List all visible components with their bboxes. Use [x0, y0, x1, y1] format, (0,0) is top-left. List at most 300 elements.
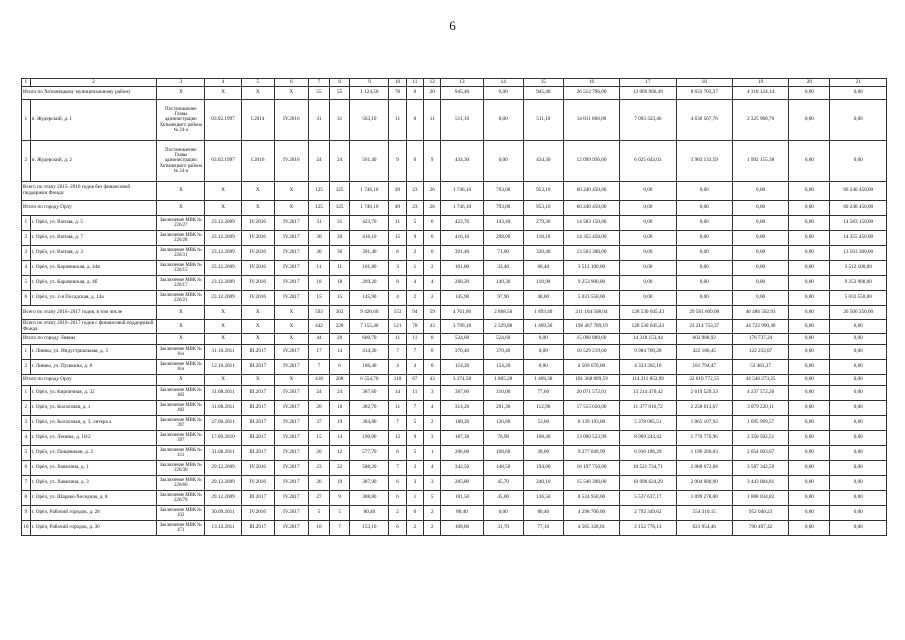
- summary-row: [22, 87, 887, 100]
- document-cell: Заключение МВК № 226/28: [157, 231, 205, 246]
- summary-label: Итого по городу Орлу: [22, 375, 157, 386]
- table-row: [22, 261, 887, 276]
- table-cell: X: [274, 182, 309, 201]
- table-cell: 125: [309, 201, 330, 216]
- table-cell: 14 355 450,00: [830, 231, 887, 246]
- table-cell: 201,30: [483, 401, 523, 416]
- table-cell: 0,00: [789, 386, 830, 401]
- table-cell: 0,00: [830, 100, 887, 141]
- table-cell: 0,00: [830, 360, 887, 375]
- table-cell: 9: [389, 141, 406, 182]
- document-cell: Заключение МВК № 226/78: [157, 491, 205, 506]
- table-cell: 1: [406, 261, 423, 276]
- table-cell: 391,40: [441, 246, 483, 261]
- table-cell: 0,00: [732, 216, 788, 231]
- table-cell: 13.12.2011: [205, 521, 242, 536]
- row-number: 2: [22, 141, 31, 182]
- table-cell: 30.09.2011: [205, 506, 242, 521]
- table-cell: 23.12.2009: [205, 231, 242, 246]
- table-cell: 4: [389, 291, 406, 306]
- table-cell: 26 512 796,00: [563, 87, 619, 100]
- table-cell: 20: [309, 401, 330, 416]
- table-cell: 70: [389, 87, 406, 100]
- table-cell: 563,10: [350, 100, 389, 141]
- table-cell: 0,00: [789, 521, 830, 536]
- table-cell: 0,00: [676, 182, 732, 201]
- table-cell: 60 240 450,00: [830, 182, 887, 201]
- table-cell: 128 530 045,43: [620, 320, 676, 334]
- table-cell: IV.2017: [274, 401, 309, 416]
- column-number-cell: 15: [523, 79, 563, 87]
- table-cell: 3 443 084,81: [732, 476, 788, 491]
- table-cell: IV.2016: [242, 291, 275, 306]
- table-cell: IV.2017: [274, 431, 309, 446]
- table-cell: IV.2016: [274, 100, 309, 141]
- table-cell: 5: [406, 416, 423, 431]
- table-cell: 168,60: [483, 446, 523, 461]
- table-cell: 2 004 680,90: [676, 476, 732, 491]
- table-cell: X: [205, 201, 242, 216]
- table-cell: III.2017: [242, 401, 275, 416]
- table-cell: 2 868,50: [483, 306, 523, 320]
- document-cell: Заключение МВК № 226/17: [157, 276, 205, 291]
- table-cell: 442: [309, 320, 330, 334]
- summary-label: Всего по этапу 2016–2017 годов с финансовой поддержкой Фонда: [22, 320, 157, 334]
- table-cell: 211 104 508,04: [563, 306, 619, 320]
- table-cell: 268,20: [441, 276, 483, 291]
- table-cell: 13 503 300,00: [830, 246, 887, 261]
- table-cell: 302: [329, 306, 350, 320]
- table-cell: 1 888 034,82: [732, 491, 788, 506]
- table-cell: 0,00: [676, 216, 732, 231]
- column-number-cell: 5: [242, 79, 275, 87]
- table-cell: 0,00: [789, 231, 830, 246]
- table-cell: 370,40: [441, 345, 483, 360]
- column-number-row: [22, 79, 887, 87]
- table-cell: 2 350 502,51: [732, 431, 788, 446]
- table-cell: 7: [389, 345, 406, 360]
- table-cell: 0,00: [789, 216, 830, 231]
- table-cell: X: [274, 201, 309, 216]
- table-cell: 0,00: [732, 261, 788, 276]
- table-cell: 145,90: [441, 291, 483, 306]
- table-cell: 7: [329, 521, 350, 536]
- table-cell: 1 099 278,00: [676, 491, 732, 506]
- table-cell: 524,60: [441, 334, 483, 345]
- table-cell: 0,00: [483, 100, 523, 141]
- address-cell: г. Орёл, ул. Ватная, д. 3: [30, 246, 157, 261]
- table-cell: 9 253 900,00: [563, 276, 619, 291]
- table-cell: 6 936 186,29: [620, 446, 676, 461]
- table-cell: 44 546 273,25: [732, 375, 788, 386]
- table-cell: 23: [309, 461, 330, 476]
- column-number-cell: 14: [483, 79, 523, 87]
- table-cell: 0,00: [830, 521, 887, 536]
- table-cell: 3 512 100,00: [830, 261, 887, 276]
- table-cell: 125: [329, 201, 350, 216]
- column-number-cell: 17: [620, 79, 676, 87]
- table-cell: 0,00: [523, 345, 563, 360]
- table-cell: 416,10: [350, 231, 389, 246]
- table-cell: III.2017: [242, 491, 275, 506]
- table-cell: 31.08.2011: [205, 401, 242, 416]
- table-cell: 20: [424, 87, 441, 100]
- table-cell: IV.2017: [274, 461, 309, 476]
- table-cell: 0,00: [620, 231, 676, 246]
- table-cell: 44 722 990,49: [732, 320, 788, 334]
- address-cell: г. Ливны, ул. Пушкина, д. 8: [30, 360, 157, 375]
- table-cell: X: [242, 375, 275, 386]
- table-cell: 0,00: [620, 182, 676, 201]
- table-cell: 17 515 650,00: [563, 401, 619, 416]
- table-cell: 29.12.2009: [205, 491, 242, 506]
- table-cell: 5: [424, 491, 441, 506]
- table-cell: 23: [406, 201, 423, 216]
- table-cell: 0,00: [789, 100, 830, 141]
- table-cell: 4 237 572,26: [732, 386, 788, 401]
- table-cell: 77,60: [523, 386, 563, 401]
- table-cell: 80,40: [523, 506, 563, 521]
- table-cell: 23.12.2009: [205, 261, 242, 276]
- table-cell: 382,70: [350, 401, 389, 416]
- table-cell: 3: [424, 386, 441, 401]
- table-cell: 4 761,90: [441, 306, 483, 320]
- table-cell: 148,50: [483, 461, 523, 476]
- table-cell: 19: [329, 476, 350, 491]
- table-row: [22, 276, 887, 291]
- document-cell: X: [157, 182, 205, 201]
- table-row: [22, 360, 887, 375]
- summary-row: [22, 375, 887, 386]
- table-cell: 945,40: [523, 87, 563, 100]
- table-cell: 0,00: [483, 141, 523, 182]
- table-cell: 0,00: [789, 306, 830, 320]
- table-cell: 60 240 450,00: [830, 201, 887, 216]
- table-cell: 9 426,60: [350, 306, 389, 320]
- table-cell: 0,00: [830, 461, 887, 476]
- table-cell: IV.2017: [274, 521, 309, 536]
- summary-row: [22, 320, 887, 334]
- table-cell: 9: [424, 141, 441, 182]
- table-cell: 434,30: [523, 141, 563, 182]
- table-cell: IV.2016: [242, 476, 275, 491]
- table-cell: 3: [406, 461, 423, 476]
- table-cell: 80,40: [350, 506, 389, 521]
- table-cell: IV.2017: [274, 506, 309, 521]
- table-cell: 279,30: [523, 216, 563, 231]
- document-cell: Заключение МВК № 471: [157, 521, 205, 536]
- table-cell: 6: [424, 216, 441, 231]
- table-cell: 12: [329, 446, 350, 461]
- table-cell: 793,00: [483, 201, 523, 216]
- address-cell: г. Орёл, ул. 2-я Посадская, д. 14а: [30, 291, 157, 306]
- row-number: 1: [22, 216, 31, 231]
- table-cell: 15: [309, 291, 330, 306]
- address-cell: п. Жудерский, д. 2: [30, 141, 157, 182]
- table-cell: 8: [389, 246, 406, 261]
- table-cell: 7: [389, 461, 406, 476]
- table-cell: 149,30: [483, 276, 523, 291]
- table-cell: 9 253 900,00: [830, 276, 887, 291]
- table-cell: 46 486 502,93: [732, 306, 788, 320]
- table-cell: 194,00: [523, 461, 563, 476]
- table-cell: 78,98: [483, 431, 523, 446]
- table-cell: 0,00: [620, 291, 676, 306]
- table-cell: 14 583 150,00: [563, 216, 619, 231]
- table-cell: 31: [329, 100, 350, 141]
- row-number: 4: [22, 431, 31, 446]
- address-cell: г. Орёл, ул. Ватная, д. 5: [30, 216, 157, 231]
- table-cell: III.2017: [242, 345, 275, 360]
- table-cell: 387,60: [350, 386, 389, 401]
- table-cell: 17: [309, 345, 330, 360]
- table-cell: 418: [309, 375, 330, 386]
- table-cell: 48,00: [523, 291, 563, 306]
- table-cell: 180,20: [441, 416, 483, 431]
- table-cell: X: [205, 182, 242, 201]
- table-cell: 0,00: [789, 182, 830, 201]
- table-cell: 0,00: [789, 431, 830, 446]
- table-cell: IV.2016: [274, 141, 309, 182]
- table-cell: IV.2016: [242, 216, 275, 231]
- row-number: 4: [22, 261, 31, 276]
- table-cell: 6 554,70: [350, 375, 389, 386]
- table-cell: 0,00: [732, 231, 788, 246]
- table-cell: 176 737,24: [732, 334, 788, 345]
- table-cell: IV.2017: [274, 216, 309, 231]
- column-number-cell: 18: [676, 79, 732, 87]
- table-cell: 0,00: [620, 276, 676, 291]
- table-cell: 4 565 328,01: [563, 521, 619, 536]
- table-cell: 0,00: [676, 246, 732, 261]
- document-cell: Заключение МВК № 402: [157, 401, 205, 416]
- table-cell: 80,40: [441, 506, 483, 521]
- table-cell: 45,70: [483, 476, 523, 491]
- table-cell: IV.2016: [242, 246, 275, 261]
- table-cell: 11: [389, 334, 406, 345]
- table-cell: 0,00: [789, 360, 830, 375]
- table-cell: 414,30: [350, 345, 389, 360]
- column-number-cell: 4: [205, 79, 242, 87]
- table-cell: 9: [329, 491, 350, 506]
- table-cell: 5: [329, 506, 350, 521]
- table-cell: 181 368 899,59: [563, 375, 619, 386]
- table-cell: 118,10: [523, 231, 563, 246]
- table-cell: 17.09.2010: [205, 431, 242, 446]
- table-cell: 320,40: [523, 246, 563, 261]
- table-cell: 1 746,10: [350, 201, 389, 216]
- table-cell: 0,00: [830, 416, 887, 431]
- table-cell: IV.2017: [274, 360, 309, 375]
- table-cell: 9 984 709,28: [620, 345, 676, 360]
- table-cell: 0,00: [483, 506, 523, 521]
- table-cell: 0,00: [789, 476, 830, 491]
- table-cell: 953,10: [523, 182, 563, 201]
- table-cell: 24: [309, 386, 330, 401]
- document-cell: X: [157, 334, 205, 345]
- table-cell: 285,80: [441, 476, 483, 491]
- table-cell: 181 794,47: [676, 360, 732, 375]
- table-cell: 31: [329, 216, 350, 231]
- table-cell: 0,00: [676, 291, 732, 306]
- table-cell: IV.2017: [274, 345, 309, 360]
- table-cell: 154,20: [483, 360, 523, 375]
- row-number: 3: [22, 246, 31, 261]
- table-cell: 3 512 100,00: [563, 261, 619, 276]
- table-cell: IV.2017: [274, 416, 309, 431]
- table-cell: 4: [424, 276, 441, 291]
- table-cell: 03.02.1997: [205, 100, 242, 141]
- table-cell: 31.10.2011: [205, 345, 242, 360]
- column-number-cell: 1: [22, 79, 31, 87]
- table-cell: 24: [329, 141, 350, 182]
- table-cell: 561,40: [350, 141, 389, 182]
- table-cell: 22: [329, 461, 350, 476]
- table-cell: 1 805,28: [483, 375, 523, 386]
- table-cell: 0,00: [830, 506, 887, 521]
- table-cell: 0: [406, 87, 423, 100]
- table-cell: 145,90: [350, 291, 389, 306]
- table-cell: X: [274, 375, 309, 386]
- table-cell: 23.12.2009: [205, 216, 242, 231]
- table-cell: 4: [406, 276, 423, 291]
- table-cell: 5 537 637,17: [620, 491, 676, 506]
- table-cell: III.2017: [242, 446, 275, 461]
- table-cell: 27: [309, 491, 330, 506]
- table-cell: 2 329,88: [483, 320, 523, 334]
- table-cell: 45,00: [483, 491, 523, 506]
- table-cell: 33,40: [483, 261, 523, 276]
- table-cell: 186,40: [350, 360, 389, 375]
- table-cell: 59: [424, 306, 441, 320]
- table-cell: IV.2016: [242, 261, 275, 276]
- table-cell: 31.08.2011: [205, 446, 242, 461]
- table-row: [22, 100, 887, 141]
- table-cell: 15: [329, 291, 350, 306]
- summary-row: [22, 334, 887, 345]
- table-cell: 18: [329, 276, 350, 291]
- table-cell: 60 240 450,00: [563, 182, 619, 201]
- table-cell: X: [205, 334, 242, 345]
- table-cell: 11: [406, 386, 423, 401]
- row-number: 9: [22, 506, 31, 521]
- table-cell: 23 214 753,37: [676, 320, 732, 334]
- table-cell: 2: [406, 246, 423, 261]
- table-cell: 18: [309, 276, 330, 291]
- table-cell: 101,80: [441, 261, 483, 276]
- table-cell: 1 992 155,38: [732, 141, 788, 182]
- table-cell: 13 503 300,00: [563, 246, 619, 261]
- table-cell: 3 274,58: [441, 375, 483, 386]
- table-cell: 24: [329, 386, 350, 401]
- table-cell: 10: [309, 521, 330, 536]
- table-cell: 30: [309, 246, 330, 261]
- table-cell: 153,10: [350, 521, 389, 536]
- table-cell: 31: [309, 100, 330, 141]
- table-cell: 8 633 703,37: [676, 87, 732, 100]
- table-cell: 3: [389, 261, 406, 276]
- table-cell: 0: [424, 345, 441, 360]
- table-cell: 593: [309, 306, 330, 320]
- table-cell: 11: [389, 100, 406, 141]
- table-cell: 577,70: [350, 446, 389, 461]
- table-cell: 4 318 124,14: [732, 87, 788, 100]
- table-cell: 370,40: [483, 345, 523, 360]
- table-cell: 20: [329, 334, 350, 345]
- table-cell: 388,80: [350, 491, 389, 506]
- table-cell: 2 152 776,13: [620, 521, 676, 536]
- table-cell: 15 546 390,00: [563, 476, 619, 491]
- table-cell: 588,20: [350, 461, 389, 476]
- table-row: [22, 216, 887, 231]
- table-cell: 143,40: [483, 216, 523, 231]
- table-cell: 43: [424, 375, 441, 386]
- table-row: [22, 345, 887, 360]
- table-cell: 31,70: [483, 521, 523, 536]
- table-cell: 0,00: [620, 246, 676, 261]
- table-cell: 4: [424, 461, 441, 476]
- column-number-cell: 3: [157, 79, 205, 87]
- address-cell: г. Орёл, ул. Кирпичная, д. 32: [30, 386, 157, 401]
- table-row: [22, 246, 887, 261]
- table-cell: 29.12.2009: [205, 461, 242, 476]
- table-cell: 793,00: [483, 182, 523, 201]
- table-cell: 298,00: [483, 231, 523, 246]
- table-cell: 1 065 107,92: [676, 416, 732, 431]
- table-cell: 2: [424, 261, 441, 276]
- table-cell: III.2017: [242, 431, 275, 446]
- summary-label: Всего по этапу 2016–2017 годов, в том числе: [22, 306, 157, 320]
- row-number: 5: [22, 446, 31, 461]
- table-cell: 68,40: [523, 261, 563, 276]
- table-cell: 29.12.2009: [205, 476, 242, 491]
- table-cell: 7: [309, 360, 330, 375]
- table-cell: III.2017: [242, 386, 275, 401]
- table-cell: 2 619 529,33: [676, 386, 732, 401]
- table-cell: 0,00: [789, 201, 830, 216]
- table-cell: III.2017: [242, 521, 275, 536]
- table-cell: 6 025 643,03: [620, 141, 676, 182]
- table-cell: 11 377 816,72: [620, 401, 676, 416]
- table-cell: IV.2017: [274, 386, 309, 401]
- table-cell: 14 583 150,00: [830, 216, 887, 231]
- table-cell: 23: [406, 182, 423, 201]
- column-number-cell: 12: [424, 79, 441, 87]
- table-cell: 16 197 750,00: [563, 461, 619, 476]
- table-cell: 790 497,42: [732, 521, 788, 536]
- table-cell: 3 587 342,59: [732, 461, 788, 476]
- column-number-cell: 8: [329, 79, 350, 87]
- summary-row: [22, 306, 887, 320]
- column-number-cell: 13: [441, 79, 483, 87]
- table-cell: 3 879 220,11: [732, 401, 788, 416]
- table-row: [22, 141, 887, 182]
- table-cell: 228: [329, 320, 350, 334]
- table-cell: 11: [389, 401, 406, 416]
- table-cell: 208: [329, 375, 350, 386]
- document-cell: Заключение МВК № 226/30: [157, 461, 205, 476]
- document-cell: Постановление Главы администрации Хотынецкого района № 24-а: [157, 141, 205, 182]
- table-cell: 2: [389, 506, 406, 521]
- table-cell: IV.2017: [274, 491, 309, 506]
- table-cell: 27.06.2011: [205, 416, 242, 431]
- table-cell: 0,00: [732, 291, 788, 306]
- summary-label: Итого по городу Орлу: [22, 201, 157, 216]
- table-cell: 314,20: [441, 401, 483, 416]
- table-cell: 5 378 085,51: [620, 416, 676, 431]
- address-cell: г. Орёл, ул. Ленина, д. 10/2: [30, 431, 157, 446]
- address-cell: г. Орёл, ул. Колхозная, д. 1: [30, 401, 157, 416]
